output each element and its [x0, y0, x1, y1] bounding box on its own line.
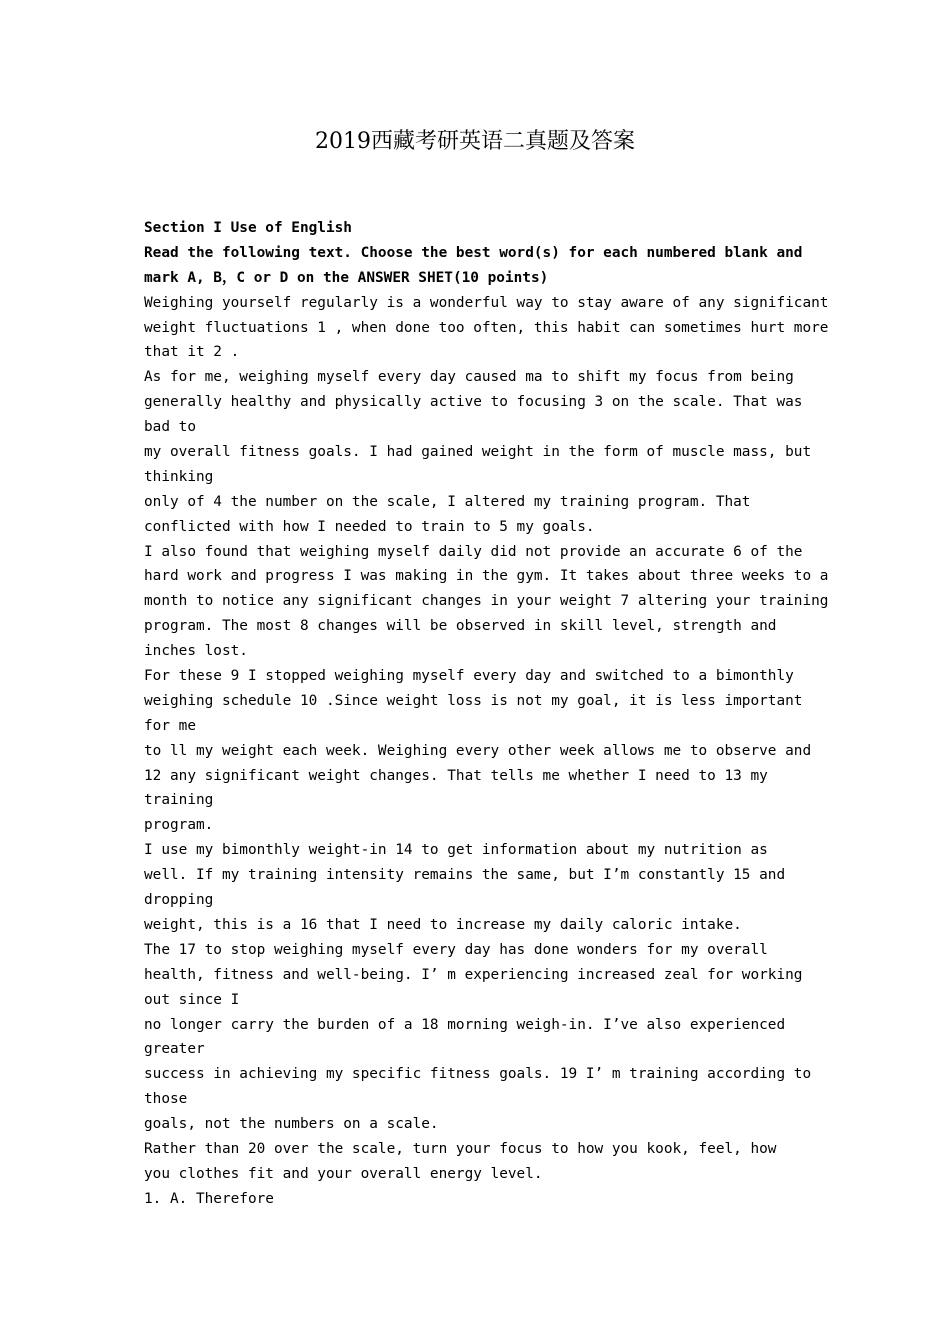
passage-line: training: [144, 792, 214, 809]
passage-line: conflicted with how I needed to train to 5 my goals.: [144, 518, 595, 535]
passage-line: weight, this is a 16 that I need to increase my daily caloric intake.: [144, 916, 742, 933]
document-title: 2019西藏考研英语二真题及答案: [315, 129, 635, 154]
passage-line: health, fitness and well-being. I’ m experiencing increased zeal for working: [144, 966, 803, 983]
passage-line: I also found that weighing myself daily did not provide an accurate 6 of the: [144, 543, 803, 560]
answer-option-line: 1. A. Therefore: [144, 1190, 274, 1207]
passage-line: only of 4 the number on the scale, I altered my training program. That: [144, 493, 751, 510]
passage-line: goals, not the numbers on a scale.: [144, 1116, 439, 1133]
passage-line: dropping: [144, 892, 214, 909]
passage-line: Weighing yourself regularly is a wonderful way to stay aware of any significant: [144, 294, 829, 311]
passage-line: For these 9 I stopped weighing myself every day and switched to a bimonthly: [144, 668, 794, 685]
passage-line: those: [144, 1091, 188, 1108]
passage-line: inches lost.: [144, 643, 248, 660]
passage-line: out since I: [144, 991, 240, 1008]
passage-line: program. The most 8 changes will be observed in skill level, strength and: [144, 618, 777, 635]
passage-line: hard work and progress I was making in the gym. It takes about three weeks to a: [144, 568, 829, 585]
passage-line: bad to: [144, 419, 196, 436]
passage-line: success in achieving my specific fitness goals. 19 I’ m training according to: [144, 1066, 812, 1083]
passage-line: my overall fitness goals. I had gained weight in the form of muscle mass, but: [144, 444, 812, 461]
document-body: [144, 216, 829, 1212]
passage-line: that it 2 .: [144, 344, 240, 361]
passage-line: no longer carry the burden of a 18 morning weigh-in. I’ve also experienced: [144, 1016, 786, 1033]
passage-line: Rather than 20 over the scale, turn your focus to how you kook, feel, how: [144, 1140, 777, 1157]
passage-line: you clothes fit and your overall energy level.: [144, 1165, 543, 1182]
passage-line: for me: [144, 717, 196, 734]
passage-line: to ll my weight each week. Weighing every other week allows me to observe and: [144, 742, 812, 759]
section-heading: Section I Use of English: [144, 220, 352, 236]
passage-line: weighing schedule 10 .Since weight loss is not my goal, it is less important: [144, 692, 803, 709]
passage-line: generally healthy and physically active to focusing 3 on the scale. That was: [144, 394, 803, 411]
passage-line: thinking: [144, 468, 214, 485]
passage-line: greater: [144, 1041, 205, 1058]
passage: [144, 291, 829, 1212]
passage-line: weight fluctuations 1 , when done too often, this habit can sometimes hurt more: [144, 319, 829, 336]
passage-line: The 17 to stop weighing myself every day has done wonders for my overall: [144, 941, 768, 958]
passage-line: month to notice any significant changes in your weight 7 altering your training: [144, 593, 829, 610]
instruction-line: mark A, B，C or D on the ANSWER SHET(10 points): [144, 269, 549, 286]
instruction-line: Read the following text. Choose the best word(s) for each numbered blank and: [144, 244, 803, 261]
passage-line: program.: [144, 817, 214, 834]
passage-line: 12 any significant weight changes. That tells me whether I need to 13 my: [144, 767, 768, 784]
passage-line: I use my bimonthly weight-in 14 to get information about my nutrition as: [144, 842, 768, 859]
passage-line: well. If my training intensity remains the same, but I’m constantly 15 and: [144, 867, 786, 884]
passage-line: As for me, weighing myself every day caused ma to shift my focus from being: [144, 369, 794, 386]
